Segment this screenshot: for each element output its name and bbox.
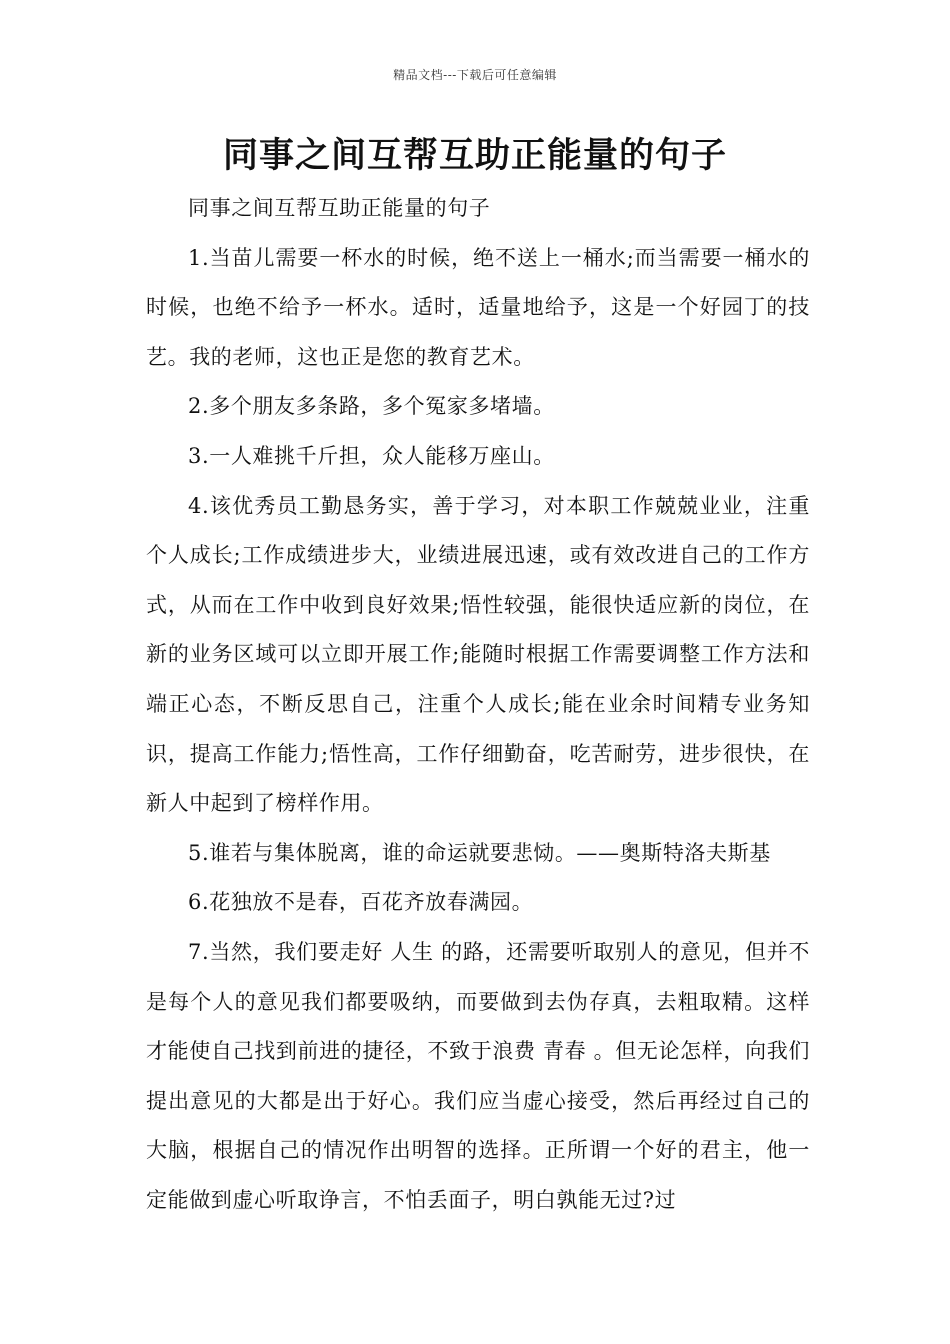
paragraph-4: 4.该优秀员工勤恳务实，善于学习，对本职工作兢兢业业，注重个人成长;工作成绩进步大，业绩进展迅速，或有效改进自己的工作方式，从而在工作中收到良好效果;悟性较强，能很快适应新的岗位，在新的业务区域可以立即开展工作;能随时根据工作需要调整工作方法和端正心态，不断反思自己，注重个人成长;能在业余时间精专业务知识，提高工作能力;悟性高，工作仔细勤奋，吃苦耐劳，进步很快，在新人中起到了榜样作用。 — [146, 493, 810, 816]
paragraph-7: 7.当然，我们要走好 人生 的路，还需要听取别人的意见，但并不是每个人的意见我们都要吸纳，而要做到去伪存真，去粗取精。这样才能使自己找到前进的捷径，不致于浪费 青春 。但无论怎样，向我们提出意见的大都是出于好心。我们应当虚心接受，然后再经过自己的大脑，根据自己的情况作出明智的选择。正所谓一个好的君主，他一定能做到虚心听取诤言，不怕丢面子，明白孰能无过?过 — [146, 939, 810, 1212]
paragraph-3: 3.一人难挑千斤担，众人能移万座山。 — [188, 443, 555, 468]
paragraph-1: 1.当苗儿需要一杯水的时候，绝不送上一桶水;而当需要一桶水的时候，也绝不给予一杯水。适时，适量地给予，这是一个好园丁的技艺。我的老师，这也正是您的教育艺术。 — [146, 245, 810, 369]
document-body — [146, 184, 810, 1225]
header-note: 精品文档---下载后可任意编辑 — [393, 68, 557, 82]
paragraph-6: 6.花独放不是春，百花齐放春满园。 — [188, 890, 534, 915]
page-title: 同事之间互帮互助正能量的句子 — [222, 136, 727, 176]
paragraph-2: 2.多个朋友多条路，多个冤家多堵墙。 — [188, 394, 555, 419]
paragraph-5: 5.谁若与集体脱离，谁的命运就要悲恸。——奥斯特洛夫斯基 — [188, 840, 771, 865]
subtitle-paragraph: 同事之间互帮互助正能量的句子 — [188, 196, 491, 220]
